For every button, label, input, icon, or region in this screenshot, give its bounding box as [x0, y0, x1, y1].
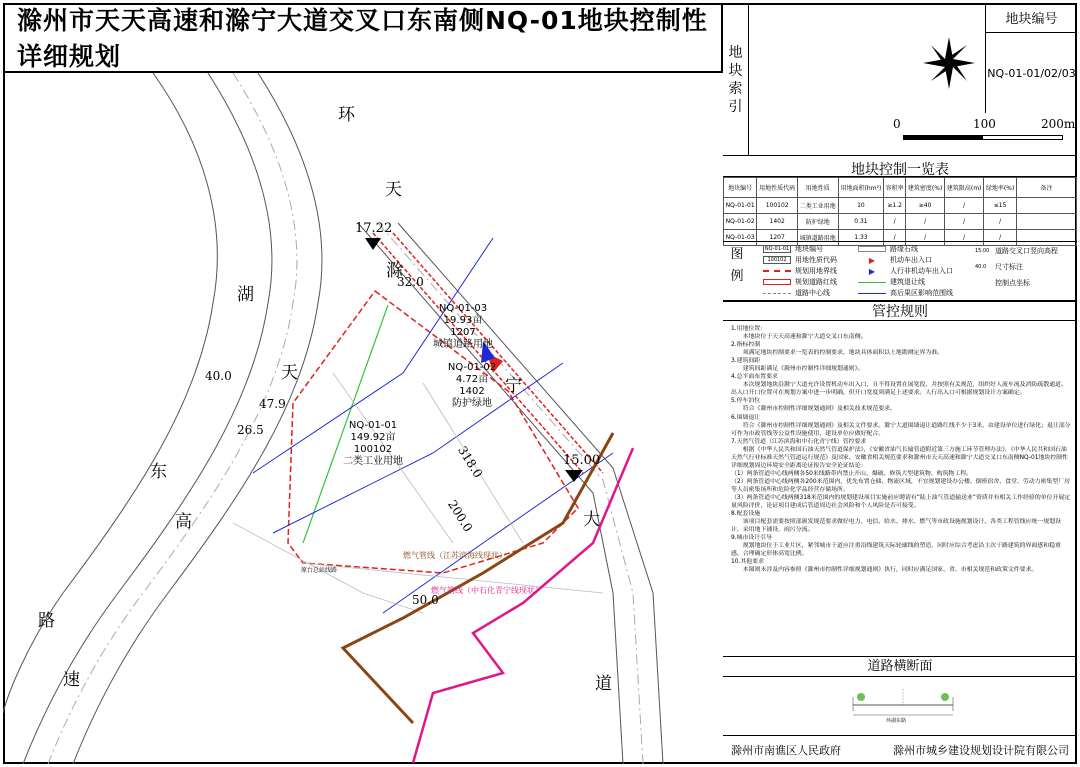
dimension-label-32: 32.0 [397, 275, 424, 289]
rules-paragraph: 8.配套设施 [731, 511, 761, 518]
table-cell: / [906, 230, 945, 246]
scale-tick-100: 100 [973, 117, 996, 131]
legend-text: 高后果区影响范围线 [890, 289, 953, 297]
legend-sample: 40.0 [975, 264, 987, 270]
info-panel [723, 3, 1077, 764]
legend-swatch [763, 279, 791, 285]
elevation-label-1: 17.22 [355, 221, 393, 236]
road-label-tian-1: 天 [385, 180, 402, 200]
table-header: 容积率 [884, 178, 906, 198]
parcel-area: 4.72亩 [455, 374, 489, 385]
index-label [723, 3, 749, 156]
parcel-label-nq-01-02 [437, 362, 507, 410]
parcel-index-block [723, 3, 1077, 156]
legend-text: 道路中心线 [795, 289, 830, 297]
index-char: 块 [728, 62, 743, 79]
table-cell: / [984, 214, 1017, 230]
legend-item-dimension [975, 262, 1023, 272]
road-label-dong: 东 [150, 462, 167, 482]
table-header: 地块编号 [724, 178, 757, 198]
legend-swatch [858, 246, 886, 252]
legend-item-curb [858, 244, 918, 254]
title-bar [3, 3, 723, 73]
road-label-su: 速 [63, 670, 80, 690]
map-drawing [3, 73, 723, 764]
legend-swatch [763, 293, 791, 294]
elevation-marker-1 [365, 238, 381, 250]
table-cell: NQ-01-01 [724, 198, 757, 214]
legend-item-pedestrian-entrance [858, 266, 953, 276]
dimension-label-318: 318.0 [455, 443, 486, 481]
legend-text: 尺寸标注 [995, 263, 1023, 271]
table-cell: 100102 [757, 198, 798, 214]
parcel-label-nq-01-01 [333, 420, 413, 468]
parcel-area: 149.92亩 [350, 432, 396, 443]
footer-right: 滁州市城乡建设规划设计院有限公司 [893, 744, 1069, 757]
road-label-hu: 湖 [237, 285, 254, 305]
rules-paragraph: 符合《滁州市控制性详细规划通则》及相关文件要求。滁宁大道围墙退让道路红线不少于3米，由建设单位进行绿化；退让部分可作为市政管线等公益性设施使用，建设单位应做好配合。 [731, 422, 1071, 437]
parcel-code: NQ-01-02 [447, 362, 497, 373]
rules-paragraph: 本地块位于天天高速和滁宁大道交叉口东南侧。 [731, 334, 867, 341]
table-header: 建筑密度(%) [906, 178, 945, 198]
rules-paragraph: （1）两条管道中心线两侧各50米线路带内禁止开山、爆破、修筑大型建筑物、构筑物工程。 [731, 470, 972, 477]
rules-paragraph: 4.总平面布置要求 [731, 374, 778, 381]
legend-text: 规划用地界线 [795, 267, 837, 275]
tiantian-highway [3, 73, 322, 764]
road-label-da: 大 [583, 510, 600, 530]
road-label-chu: 滁 [386, 261, 403, 281]
control-table [723, 177, 1077, 246]
parcel-area: 19.93亩 [443, 315, 483, 326]
red-triangle-icon: ▶ [868, 255, 876, 265]
index-char: 索 [728, 80, 743, 97]
table-header-row [724, 178, 1077, 198]
rules-paragraph: 根据《中华人民共和国石油天然气管道保护法》，《安徽省油气长输管道附近第三方施工环节管理办法》，《中华人民共和国石油天然气行业标准天然气管道运行规范》及国家、安徽省相关规范要求和滁州市天天高速和滁宁大道交叉口东南侧NQ-01地块控制性详细规划周边环境安全距离论证报告安全论证结论： [731, 446, 1068, 469]
parcel-no-value: NQ-01-01/02/03 [985, 33, 1077, 113]
pipeline-label-jiangsu: 燃气管线（江苏滨海线现状） [403, 551, 507, 560]
legend-text: 建筑退让线 [890, 278, 925, 286]
table-header: 绿地率(%) [984, 178, 1017, 198]
road-section-caption: 环湖东路 [886, 718, 907, 724]
table-row [724, 198, 1077, 214]
legend-sample: NQ-01-01 [764, 246, 790, 252]
parcel-landcode: 1207 [450, 327, 476, 338]
legend-text: 道路交叉口竖向高程 [995, 247, 1058, 255]
road-section-title: 道路横断面 [723, 657, 1077, 677]
dimension-label-47-9: 47.9 [259, 397, 286, 411]
chuning-avenue [358, 223, 663, 764]
small-note: 原台总站线路 [301, 567, 338, 574]
table-header: 用地性质 [797, 178, 838, 198]
table-cell: 二类工业用地 [797, 198, 838, 214]
dimension-label-40: 40.0 [205, 369, 232, 383]
control-table-title: 地块控制一览表 [723, 159, 1077, 177]
scale-tick-0: 0 [893, 117, 901, 131]
parcel-label-nq-01-03 [423, 303, 503, 351]
dimension-label-26-5: 26.5 [237, 423, 264, 437]
table-cell: / [884, 230, 906, 246]
rules-paragraph: 5.停车泊位 [731, 398, 761, 405]
legend-item-influence-line [858, 288, 953, 298]
table-cell: 1402 [757, 214, 798, 230]
table-cell: 1207 [757, 230, 798, 246]
legend-item-redline [763, 277, 837, 287]
table-cell: / [906, 214, 945, 230]
parcel-no-header: 地块编号 [985, 3, 1077, 33]
road-section-block [723, 657, 1077, 735]
elevation-label-2: 15.00 [563, 453, 601, 468]
legend [723, 241, 1077, 301]
rules-paragraph: 本图则未涉及内容参照《滁州市控制性详细规划通则》执行，同时应满足国家、省、市相关规范和政策文件要求。 [731, 567, 1038, 574]
road-label-lu: 路 [38, 611, 55, 631]
blue-triangle-icon: ▶ [868, 266, 876, 276]
table-cell: / [945, 198, 984, 214]
legend-char: 例 [730, 269, 744, 284]
legend-item-setback [858, 277, 925, 287]
pipeline-magenta [413, 448, 633, 763]
table-cell: NQ-01-02 [724, 214, 757, 230]
table-row [724, 214, 1077, 230]
legend-item-centerline [763, 288, 830, 298]
legend-swatch [763, 270, 791, 272]
legend-text: 路缘石线 [890, 245, 918, 253]
rules-paragraph: 本次规划地块沿滁宁大道允许设置机动车出入口，且不得设置在展宽段，并按照有关规范，组织好人流车流及消防疏散通道。出入口开口位置可在规划方案中进一步明确，但开口宽度须满足上述要求。人行出入口可根据规划设计方案确定。 [731, 382, 1067, 397]
rules-paragraph: 规划地块位于工业片区，紧邻城市干道应注重沿线建筑天际轮廓线的塑造，同时应综合考虑沿主次干路建筑的界面感和稳重感，合理确定形体高宽比例。 [731, 543, 1061, 558]
legend-item-vehicle-entrance [858, 255, 932, 265]
table-cell: ≤15 [984, 198, 1017, 214]
dimension-label-50: 50.0 [412, 593, 439, 607]
legend-item-elevation [975, 246, 1058, 256]
rules-paragraph: 符合《滁州市控制性详细规划通则》及相关技术规范要求。 [731, 406, 896, 413]
legend-text: 人行非机动车出入口 [890, 267, 953, 275]
road-label-tian-2: 天 [281, 363, 298, 383]
parcel-code: NQ-01-01 [348, 420, 398, 431]
rules-paragraph: 3.建筑间距 [731, 358, 761, 365]
table-cell [1017, 198, 1077, 214]
rules-paragraph: 1.用地位置： [731, 326, 767, 332]
table-cell: / [945, 230, 984, 246]
legend-swatch [858, 293, 886, 294]
table-cell: ≥40 [906, 198, 945, 214]
scale-tick-200: 200m [1041, 117, 1076, 131]
legend-text: 控制点坐标 [995, 279, 1030, 287]
table-cell: / [984, 230, 1017, 246]
table-cell: / [945, 214, 984, 230]
legend-label [729, 244, 745, 288]
rules-title: 管控规则 [723, 301, 1077, 321]
site-map [3, 73, 723, 764]
table-cell: NQ-01-03 [724, 230, 757, 246]
table-cell [1017, 214, 1077, 230]
parcel-use: 城镇道路用地 [433, 339, 493, 350]
rules-paragraph: 7.天然气管道（江苏滨海和中石化青宁线）管控要求 [731, 438, 867, 445]
table-header: 备注 [1017, 178, 1077, 198]
table-cell: 1.33 [838, 230, 884, 246]
parcel-use: 二类工业用地 [343, 456, 403, 467]
road-label-ning: 宁 [505, 376, 522, 396]
legend-text: 用地性质代码 [795, 256, 837, 264]
index-char: 引 [728, 98, 743, 115]
scale-bar [893, 115, 1076, 153]
footer-left: 滁州市南谯区人民政府 [731, 744, 841, 757]
rules-paragraph: 2.指标控制 [731, 342, 761, 349]
rules-paragraph: 建筑间距满足《滁州市控制性详细规划通则》。 [731, 366, 864, 373]
rules-paragraph: 该项目配套需要按照部颁发规范要求做好电力、电信、给水、排水、燃气等市政设施规划设计，各类工程管线应统一规划设计，采用地下铺设，雨污分流。 [731, 519, 1061, 534]
rules-paragraph: （3）两条管道中心线两侧318米范围内的规划建设项目实施前应聘请有“陆上油气管道输送业”资质并有相关工作经验的单位开展定量风险评价，论证项目建成后管道周边社会风险和个人风险是否可接受。 [731, 494, 1071, 510]
legend-char: 图 [730, 247, 744, 262]
legend-text: 规划道路红线 [795, 278, 837, 286]
pipeline-label-qingning: 燃气管线（中石化青宁线现状） [431, 586, 543, 595]
road-label-dao: 道 [595, 674, 612, 694]
page-title: 滁州市天天高速和滁宁大道交叉口东南侧NQ-01地块控制性详细规划 [17, 6, 708, 71]
legend-item-landuse-code [763, 255, 837, 265]
parcel-use: 防护绿地 [452, 398, 492, 409]
road-label-huan: 环 [338, 105, 355, 125]
dimension-label-200: 200.0 [445, 497, 476, 535]
legend-sample: 15.00 [975, 248, 990, 254]
parcel-landcode: 100102 [353, 444, 393, 455]
rules-paragraph: 9.城市设计引导 [731, 535, 772, 542]
legend-sample: 100102 [763, 256, 791, 264]
table-cell: / [884, 214, 906, 230]
rules-paragraph: 须满足地块控制要求一览表的控制要求，地块具体面积以土地勘测定界为准。 [731, 350, 944, 357]
north-arrow-icon [919, 33, 979, 93]
table-cell: 0.31 [838, 214, 884, 230]
table-cell: ≥1.2 [884, 198, 906, 214]
legend-item-boundary [763, 266, 837, 276]
table-cell: 10 [838, 198, 884, 214]
table-cell: 城镇道路用地 [797, 230, 838, 246]
legend-item-parcel-code [763, 244, 823, 254]
legend-swatch [858, 282, 886, 283]
table-header: 用地面积(hm²) [838, 178, 884, 198]
rules-paragraph: （2）两条管道中心线两侧各200米范围内，优先布置仓储、物流区域，不宜规划建设办公楼、倒班宿舍、食堂、劳动力密集型厂房等人员密集场所和危险化学品经营存储场所。 [731, 478, 1070, 493]
footer [723, 735, 1077, 764]
road-section-drawing [723, 677, 1077, 721]
parcel-landcode: 1402 [459, 386, 485, 397]
rules-paragraph: 10.其他要求 [731, 559, 764, 566]
parcel-code: NQ-01-03 [438, 303, 488, 314]
table-header: 用地性质代码 [757, 178, 798, 198]
legend-text: 机动车出入口 [890, 256, 932, 264]
road-label-gao: 高 [175, 512, 192, 532]
rules-body [723, 321, 1077, 657]
table-cell: 防护绿地 [797, 214, 838, 230]
legend-item-control-point [995, 278, 1030, 288]
rules-paragraph: 6.围墙退让 [731, 414, 761, 421]
legend-text: 地块编号 [795, 245, 823, 253]
index-char: 地 [728, 44, 743, 61]
table-header: 建筑限高(m) [945, 178, 984, 198]
